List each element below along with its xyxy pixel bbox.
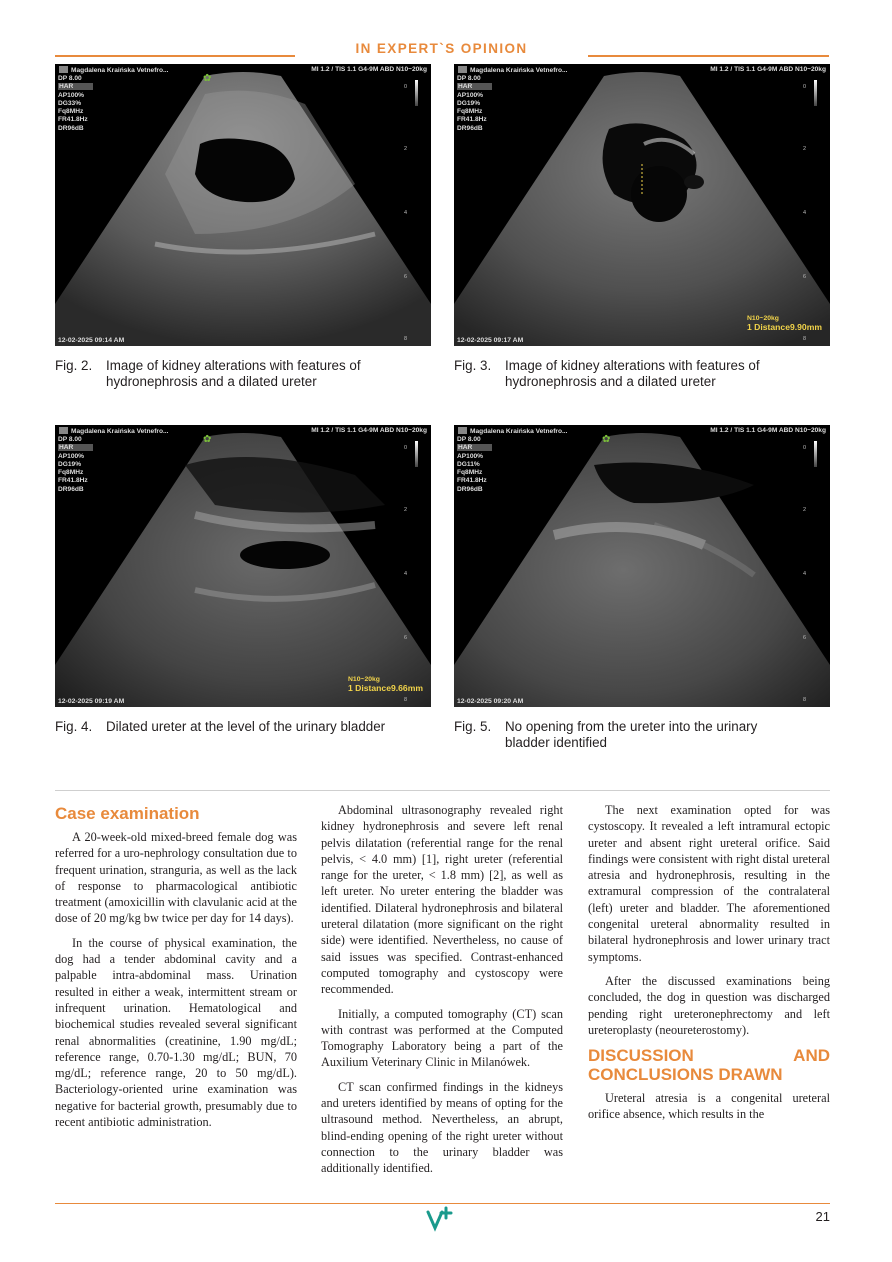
paragraph: CT scan confirmed findings in the kidneys and ureters identified by means of opting for the ultrasound method. Nevertheless, an abrupt, blind-ending opening of the right ureter without connection to the urinary bladder was additionally identified. [321, 1079, 563, 1176]
scale-tick: 2 [404, 507, 408, 513]
scale-tick: 8 [803, 336, 807, 342]
scan-timestamp: 12-02-2025 09:17 AM [457, 337, 524, 344]
paragraph: After the discussed examinations being concluded, the dog in question was discharged pending right ureteronephrectomy and left ureteroplasty (neoureterostomy). [588, 973, 830, 1037]
scale-tick: 2 [404, 146, 408, 152]
depth-scale [803, 439, 817, 703]
scale-tick: 4 [803, 210, 807, 216]
figure-number: Fig. 5. [454, 719, 492, 734]
depth-scale [404, 78, 418, 342]
scan-parameters [58, 75, 93, 133]
param-fq: Fq8MHz [58, 469, 84, 477]
scale-tick: 6 [803, 635, 807, 641]
param-fr: FR41.8Hz [457, 477, 487, 485]
operator-name: Magdalena Kraińska Vetnefro... [470, 428, 568, 435]
ultrasound-scan-image [55, 64, 431, 346]
leaf-icon: ✿ [203, 73, 212, 84]
scan-parameters [457, 75, 492, 133]
scan-topbar [55, 64, 431, 75]
measurement-readout [747, 315, 822, 332]
scale-tick: 4 [803, 571, 807, 577]
param-fq: Fq8MHz [58, 108, 84, 116]
scale-tick: 6 [404, 635, 408, 641]
operator-name: Magdalena Kraińska Vetnefro... [71, 428, 169, 435]
caption-text: No opening from the ureter into the urinary bladder identified [505, 719, 758, 750]
ultrasound-figure-5 [454, 425, 830, 707]
scale-tick: 0 [803, 84, 807, 90]
param-ap: AP100% [457, 91, 484, 99]
heading-case-examination: Case examination [55, 804, 200, 823]
depth-scale [803, 78, 817, 342]
measure-preset: N10~20kg [747, 315, 779, 322]
scan-timestamp: 12-02-2025 09:19 AM [58, 698, 125, 705]
param-dr: DR96dB [457, 124, 483, 132]
param-fr: FR41.8Hz [457, 116, 487, 124]
scale-tick: 0 [404, 84, 408, 90]
depth-scale [404, 439, 418, 703]
device-logo-icon [458, 427, 467, 434]
ultrasound-scan-image [55, 425, 431, 707]
param-dp: DP 8.00 [457, 75, 481, 82]
param-dg: DG11% [457, 460, 480, 468]
param-dr: DR96dB [58, 124, 84, 132]
scale-tick: 0 [803, 445, 807, 451]
text-column-3 [588, 802, 830, 1123]
text-column-2 [321, 802, 563, 1177]
param-fq: Fq8MHz [457, 469, 483, 477]
param-har: HAR [457, 83, 492, 90]
ultrasound-scan-image [454, 425, 830, 707]
param-dg: DG19% [457, 99, 481, 107]
scale-tick: 6 [803, 274, 807, 280]
measure-preset: N10~20kg [348, 676, 380, 683]
grayscale-bar [415, 441, 418, 467]
paragraph: Abdominal ultrasonography revealed right kidney hydronephrosis and severe left renal pelvis dilatation (referential range for the renal pelvis, < 4.0 mm) [1], right ureter (referential range for the ureter, < 1.8 mm) [2], as well as left ureter. No ureter entering the bladder was identified. Dilateral hydronephrosis and bilateral ureteral dilatation (more significant on the right side) were identified. Nevertheless, no cause of said issues was specified. Contrast-enhanced computed tomography and cystoscopy were recommended. [321, 803, 563, 997]
caption-text: Image of kidney alterations with features of hydronephrosis and a dilated ureter [106, 358, 361, 389]
param-har: HAR [58, 83, 93, 90]
figure-number: Fig. 2. [55, 358, 93, 373]
param-fq: Fq8MHz [457, 108, 483, 116]
paragraph: The next examination opted for was cystoscopy. It revealed a left intramural ectopic ureter and absent right ureteral orifice. Said findings were consistent with right distal ureteral atresia and hydronephrosis, resulting in the extramural compression of the contralateral (left) ureter and bladder. The aforementioned congenital ureteral abnormality resulted in bilateral hydronephrosis and lower urinary tract symptoms. [588, 803, 830, 964]
scale-tick: 8 [404, 697, 408, 703]
section-divider [55, 790, 830, 791]
page-number: 21 [815, 1209, 830, 1224]
journal-logo-icon [426, 1206, 454, 1232]
paragraph: A 20-week-old mixed-breed female dog was referred for a uro-nephrology consultation due to frequent urination, stranguria, as well as the lack of response to pharmacological antibiotic treatment (amoxicillin with clavulanic acid at the dose of 20 mg/kg bw twice per day for 14 days). [55, 830, 297, 926]
scale-tick: 4 [404, 571, 408, 577]
scan-parameters [457, 436, 492, 494]
scan-topbar [454, 64, 830, 75]
grayscale-bar [814, 441, 817, 467]
leaf-icon: ✿ [602, 434, 611, 445]
ultrasound-figure-3 [454, 64, 830, 346]
param-fr: FR41.8Hz [58, 116, 88, 124]
param-dg: DG33% [58, 99, 82, 107]
footer-rule [55, 1203, 830, 1204]
probe-settings: MI 1.2 / TIS 1.1 G4-9M ABD N10~20kg [311, 427, 427, 434]
device-logo-icon [59, 66, 68, 73]
param-dp: DP 8.00 [457, 436, 481, 443]
scale-tick: 6 [404, 274, 408, 280]
scan-timestamp: 12-02-2025 09:20 AM [457, 698, 524, 705]
figure-number: Fig. 4. [55, 719, 93, 734]
grayscale-bar [415, 80, 418, 106]
grayscale-bar [814, 80, 817, 106]
figure-number: Fig. 3. [454, 358, 492, 373]
scale-tick: 8 [404, 336, 408, 342]
device-logo-icon [59, 427, 68, 434]
scale-tick: 0 [404, 445, 408, 451]
scale-tick: 2 [803, 146, 807, 152]
header-rule-left [55, 55, 295, 57]
caption-text: Dilated ureter at the level of the urinary bladder [106, 719, 386, 734]
device-logo-icon [458, 66, 467, 73]
ultrasound-figure-4 [55, 425, 431, 707]
param-ap: AP100% [58, 91, 85, 99]
paragraph: Initially, a computed tomography (CT) scan with contrast was performed at the Computed Tomography Laboratory being a part of the Auxilium Veterinary Clinic in Milanówek. [321, 1006, 563, 1070]
measure-distance: 1 Distance9.66mm [348, 683, 423, 693]
param-dp: DP 8.00 [58, 75, 82, 82]
scale-tick: 2 [803, 507, 807, 513]
scale-tick: 4 [404, 210, 408, 216]
scan-topbar [55, 425, 431, 436]
header-rule-right [588, 55, 829, 57]
param-dr: DR96dB [58, 485, 84, 493]
scale-tick: 8 [803, 697, 807, 703]
param-fr: FR41.8Hz [58, 477, 88, 485]
heading-discussion: DISCUSSION AND CONCLUSIONS DRAWN [588, 1046, 830, 1085]
scan-timestamp: 12-02-2025 09:14 AM [58, 337, 125, 344]
paragraph: In the course of physical examination, the dog had a tender abdominal cavity and a palpable intra-abdominal mass. Urination resulted in either a weak, intermittent stream or infrequent urination. Hematological and biochemical studies revealed several significant renal abnormalities (creatinine, 1.90 mg/dL; reference range, 0.70-1.30 mg/dL; BUN, 70 mg/dL; reference range, 20 to 50 mg/dL). Bacteriology-oriented urine examination was negative for bacterial growth, presumably due to recent antibiotic administration. [55, 935, 297, 1130]
param-ap: AP100% [58, 452, 85, 460]
param-har: HAR [58, 444, 93, 451]
scan-parameters [58, 436, 93, 494]
operator-name: Magdalena Kraińska Vetnefro... [470, 67, 568, 74]
probe-settings: MI 1.2 / TIS 1.1 G4-9M ABD N10~20kg [311, 66, 427, 73]
ultrasound-figure-2 [55, 64, 431, 346]
param-dr: DR96dB [457, 485, 483, 493]
paragraph: Ureteral atresia is a congenital ureteral orifice absence, which results in the [588, 1091, 830, 1122]
ultrasound-scan-image [454, 64, 830, 346]
caption-text: Image of kidney alterations with features of hydronephrosis and a dilated ureter [505, 358, 760, 389]
text-column-1 [55, 802, 297, 1130]
probe-settings: MI 1.2 / TIS 1.1 G4-9M ABD N10~20kg [710, 66, 826, 73]
probe-settings: MI 1.2 / TIS 1.1 G4-9M ABD N10~20kg [710, 427, 826, 434]
param-dp: DP 8.00 [58, 436, 82, 443]
scan-topbar [454, 425, 830, 436]
operator-name: Magdalena Kraińska Vetnefro... [71, 67, 169, 74]
param-har: HAR [457, 444, 492, 451]
section-title: IN EXPERT`S OPINION [355, 41, 528, 56]
measurement-readout [348, 676, 423, 693]
param-dg: DG19% [58, 460, 82, 468]
measure-distance: 1 Distance9.90mm [747, 322, 822, 332]
leaf-icon: ✿ [203, 434, 212, 445]
param-ap: AP100% [457, 452, 484, 460]
